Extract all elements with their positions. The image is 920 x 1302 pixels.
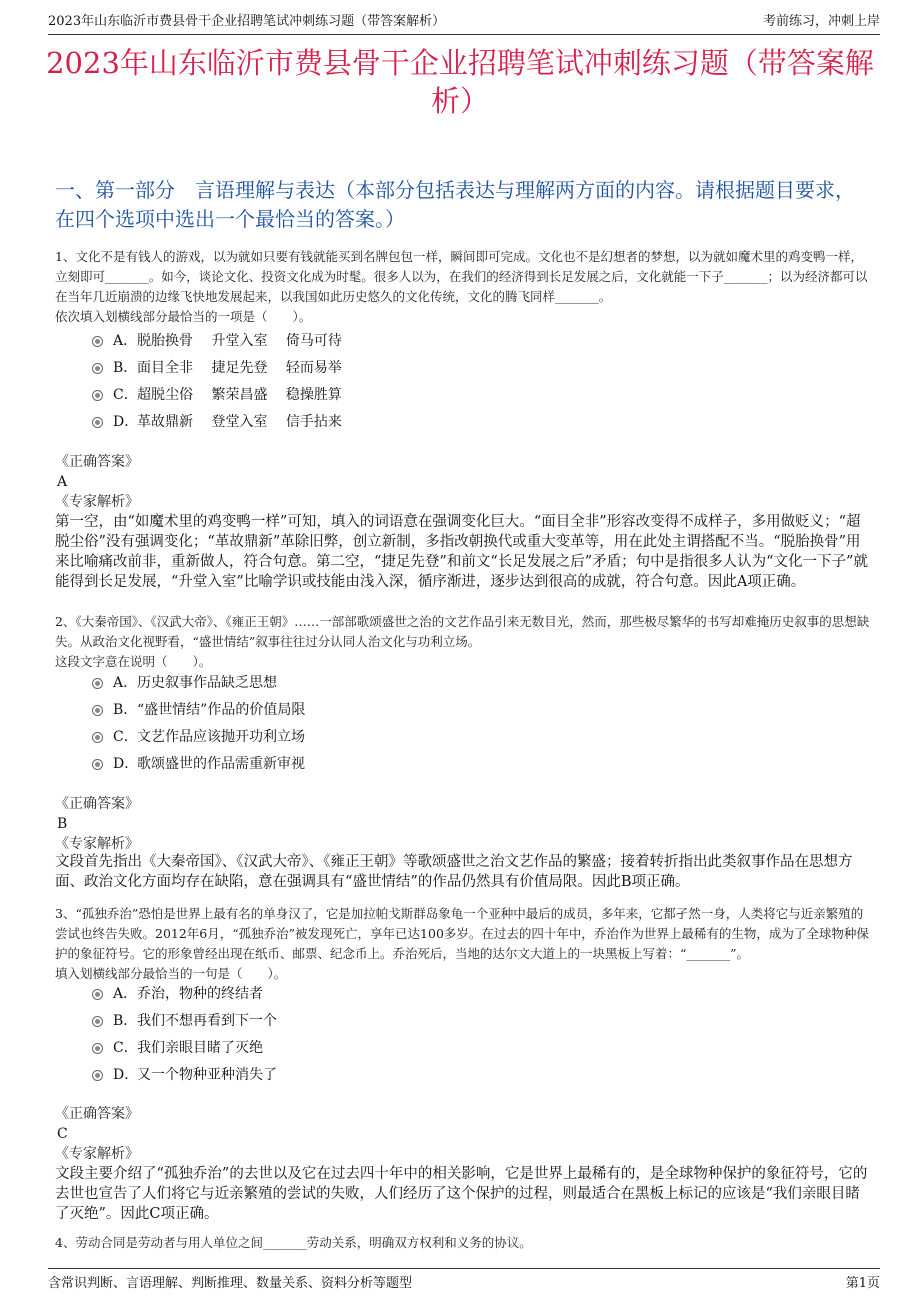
question-stem-text: 3、“孤独乔治”恐怕是世界上最有名的单身汉了，它是加拉帕戈斯群岛象龟一个亚种中最后的成员，多年来，它都孑然一身，人类将它与近亲繁殖的尝试也终告失败。2012年6月，“孤独乔治”被发现死亡，享年已达100多岁。在过去的四十年中，乔治作为世界上最稀有的生物，成为了全球物种保护的象征符号。它的形象曾经出现在纸币、邮票、纪念币上。乔治死后，当地的达尔文大道上的一块黑板上写着：“_______”。: [55, 906, 869, 961]
option-a[interactable]: [92, 668, 305, 695]
option-letter: B．: [113, 359, 138, 376]
radio-icon[interactable]: [92, 1043, 103, 1054]
page-header: [48, 10, 880, 35]
radio-icon[interactable]: [92, 1070, 103, 1081]
radio-icon[interactable]: [92, 1016, 103, 1027]
question-3-stem: [55, 904, 872, 984]
option-letter: D．: [113, 1066, 139, 1083]
option-letter: C．: [113, 386, 138, 403]
option-text: 革故鼎新 登堂入室 信手拈来: [137, 413, 342, 430]
radio-icon[interactable]: [92, 417, 103, 428]
answer-value: C: [57, 1126, 68, 1142]
question-2-options: [92, 668, 305, 776]
question-1-analysis: 第一空，由“如魔术里的鸡变鸭一样”可知，填入的词语意在强调变化巨大。“面目全非”形容改变得不成样子，多用做贬义；“超脱尘俗”没有强调变化；“革故鼎新”革除旧弊，创立新制，多指改朝换代或重大变革等，用在此处主谓搭配不当。“脱胎换骨”用来比喻痛改前非，重新做人，符合句意。第二空，“捷足先登”和前文“长足发展之后”矛盾；句中是指很多人认为“文化一下子”就能得到长足发展，“升堂入室”比喻学识或技能由浅入深，循序渐进，逐步达到很高的成就，符合句意。因此A项正确。: [55, 514, 868, 590]
option-text: 超脱尘俗 繁荣昌盛 稳操胜算: [137, 386, 342, 403]
page-title: 2023年山东临沂市费县骨干企业招聘笔试冲刺练习题（带答案解析）: [46, 46, 874, 118]
header-slogan: 考前练习，冲刺上岸: [762, 14, 880, 29]
option-letter: D．: [113, 755, 139, 772]
option-d[interactable]: [92, 749, 305, 776]
option-b[interactable]: [92, 353, 342, 380]
answer-label: 《正确答案》: [55, 796, 139, 812]
option-b[interactable]: [92, 695, 305, 722]
option-text: 乔治，物种的终结者: [137, 985, 263, 1002]
option-letter: B．: [113, 1012, 138, 1029]
option-letter: A．: [113, 332, 138, 349]
option-c[interactable]: [92, 380, 342, 407]
analysis-label: 《专家解析》: [55, 494, 139, 510]
option-letter: C．: [113, 1039, 138, 1056]
option-a[interactable]: [92, 979, 277, 1006]
question-2-stem: [55, 612, 872, 672]
radio-icon[interactable]: [92, 705, 103, 716]
option-letter: C．: [113, 728, 138, 745]
answer-label: 《正确答案》: [55, 454, 139, 470]
option-text: 脱胎换骨 升堂入室 倚马可待: [137, 332, 342, 349]
option-text: 又一个物种亚种消失了: [137, 1066, 277, 1083]
option-c[interactable]: [92, 1033, 277, 1060]
option-text: 歌颂盛世的作品需重新审视: [137, 755, 305, 772]
question-3-answer: [55, 1104, 872, 1164]
answer-label: 《正确答案》: [55, 1106, 139, 1122]
option-c[interactable]: [92, 722, 305, 749]
analysis-label: 《专家解析》: [55, 836, 139, 852]
page-number: 第1页: [845, 1276, 880, 1291]
section-heading: 一、第一部分 言语理解与表达（本部分包括表达与理解两方面的内容。请根据题目要求，在四个选项中选出一个最恰当的答案。）: [55, 178, 855, 231]
option-letter: A．: [113, 674, 138, 691]
option-letter: B．: [113, 701, 138, 718]
question-stem-text: 4、劳动合同是劳动者与用人单位之间_______劳动关系，明确双方权利和义务的协议。: [55, 1235, 532, 1250]
option-d[interactable]: [92, 407, 342, 434]
question-stem-text: 1、文化不是有钱人的游戏，以为就如只要有钱就能买到名牌包包一样，瞬间即可完成。文化也不是幻想者的梦想，以为就如魔术里的鸡变鸭一样，立刻即可_______。如今，谈论文化、投资文化成为时髦。很多人以为，在我们的经济得到长足发展之后，文化就能一下子_______；以为经济都可以在当年几近崩溃的边缘飞快地发展起来，以我国如此历史悠久的文化传统，文化的腾飞同样_______。: [55, 249, 868, 304]
option-a[interactable]: [92, 326, 342, 353]
radio-icon[interactable]: [92, 989, 103, 1000]
question-prompt: 填入划横线部分最恰当的一句是（ ）。: [55, 966, 287, 981]
option-text: 文艺作品应该抛开功利立场: [137, 728, 305, 745]
question-prompt: 这段文字意在说明（ ）。: [55, 654, 212, 669]
question-2-analysis: 文段首先指出《大秦帝国》、《汉武大帝》、《雍正王朝》等歌颂盛世之治文艺作品的繁盛；接着转折指出此类叙事作品在思想方面、政治文化方面均存在缺陷，意在强调具有“盛世情结”的作品仍然具有价值局限。因此B项正确。: [55, 854, 853, 890]
question-4-stem: [55, 1233, 872, 1253]
footer-description: 含常识判断、言语理解、判断推理、数量关系、资料分析等题型: [48, 1276, 413, 1291]
radio-icon[interactable]: [92, 363, 103, 374]
radio-icon[interactable]: [92, 390, 103, 401]
radio-icon[interactable]: [92, 759, 103, 770]
question-1-stem: [55, 247, 872, 327]
question-3-options: [92, 979, 277, 1087]
question-3-analysis: 文段主要介绍了“孤独乔治”的去世以及它在过去四十年中的相关影响，它是世界上最稀有的，是全球物种保护的象征符号，它的去世也宣告了人们将它与近亲繁殖的尝试的失败，人们经历了这个保护的过程，则最适合在黑板上标记的应该是“我们亲眼目睹了灭绝”。因此C项正确。: [55, 1166, 868, 1222]
option-letter: A．: [113, 985, 138, 1002]
radio-icon[interactable]: [92, 678, 103, 689]
option-text: 面目全非 捷足先登 轻而易举: [137, 359, 342, 376]
option-text: 历史叙事作品缺乏思想: [137, 674, 277, 691]
answer-value: A: [57, 474, 68, 490]
option-d[interactable]: [92, 1060, 277, 1087]
question-1-options: [92, 326, 342, 434]
page-footer: [48, 1268, 880, 1291]
radio-icon[interactable]: [92, 336, 103, 347]
option-letter: D．: [113, 413, 139, 430]
option-text: 我们亲眼目睹了灭绝: [137, 1039, 263, 1056]
option-text: 我们不想再看到下一个: [137, 1012, 277, 1029]
question-prompt: 依次填入划横线部分最恰当的一项是（ ）。: [55, 309, 312, 324]
radio-icon[interactable]: [92, 732, 103, 743]
analysis-label: 《专家解析》: [55, 1146, 139, 1162]
option-b[interactable]: [92, 1006, 277, 1033]
question-stem-text: 2、《大秦帝国》、《汉武大帝》、《雍正王朝》……一部部歌颂盛世之治的文艺作品引来无数目光，然而，那些极尽繁华的书写却难掩历史叙事的思想缺失。从政治文化视野看，“盛世情结”叙事往往过分认同人治文化与功利立场。: [55, 614, 870, 649]
question-1-answer: [55, 452, 872, 512]
question-2-answer: [55, 794, 872, 854]
header-doc-title: 2023年山东临沂市费县骨干企业招聘笔试冲刺练习题（带答案解析）: [48, 14, 446, 29]
answer-value: B: [57, 816, 68, 832]
option-text: “盛世情结”作品的价值局限: [137, 701, 306, 718]
